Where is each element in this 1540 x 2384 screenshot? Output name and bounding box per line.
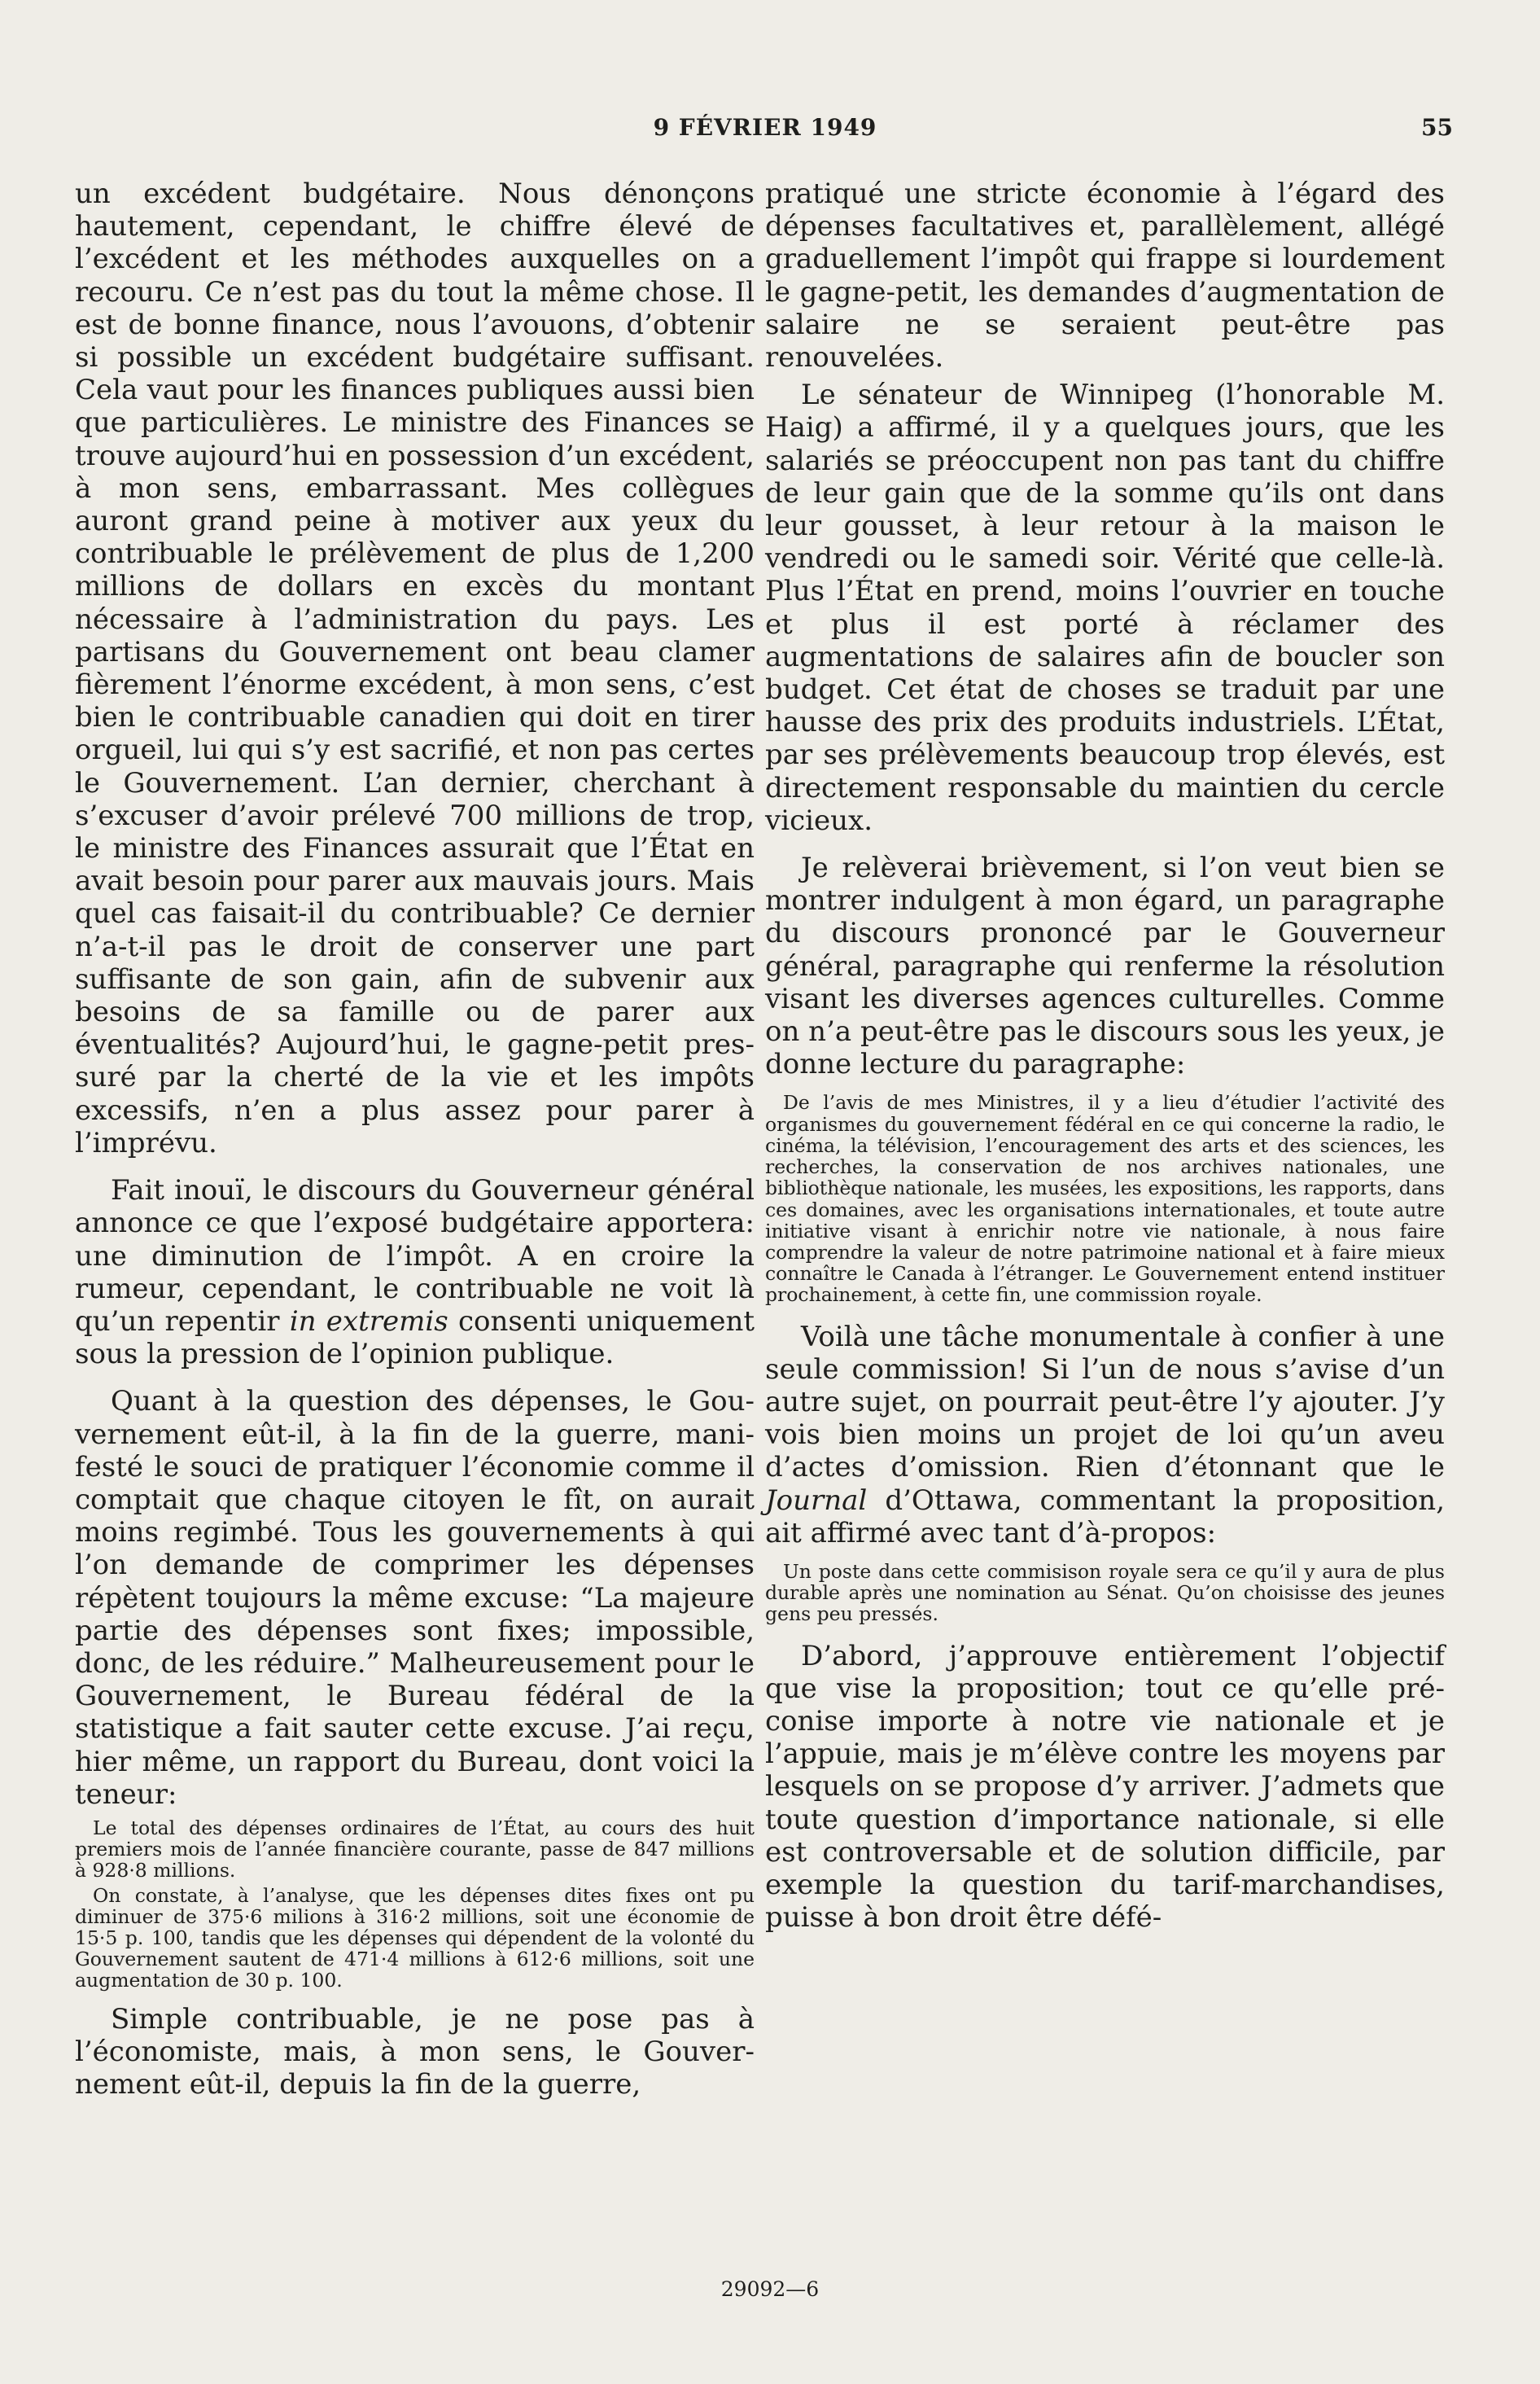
quotation [75, 1817, 755, 1992]
paragraph: Quant à la question des dépenses, le Gouvernement eût-il, à la fin de la guerre, manifesté le souci de pratiquer l’économie comme il comptait que chaque citoyen le fît, on aurait moins regimbé. Tous les gouvernements à qui l’on demande de comprimer les dépenses répètent toujours la même excuse: “La majeure partie des dépenses sont fixes; impossible, donc, de les réduire.” Malheureusement pour le Gouvernement, le Bureau fédéral de la statistique a fait sauter cette excuse. J’ai reçu, hier même, un rapport du Bureau, dont voici la teneur: [75, 1385, 755, 1811]
page-header [77, 114, 1453, 147]
paragraph: Je relèverai brièvement, si l’on veut bien se montrer indulgent à mon égard, un paragraphe du discours prononcé par le Gouverneur général, paragraphe qui renferme la résolution visant les diverses agences culturelles. Comme on n’a peut-être pas le discours sous les yeux, je donne lecture du paragraphe: [765, 852, 1445, 1081]
quotation [765, 1561, 1445, 1625]
left-column [75, 177, 755, 2101]
quote-paragraph: De l’avis de mes Ministres, il y a lieu d’étudier l’activité des organismes du gouvernement fédéral en ce qui concerne la radio, le cinéma, la télévision, l’encouragement des arts et des sciences, les recherches, la conservation de nos archives nationales, une bibliothèque nationale, les musées, les expositions, les rapports, dans ces domaines, avec les organisations internationales, et toute autre initiative visant à enrichir notre vie nationale, à nous faire comprendre la valeur de notre patrimoine national et à faire mieux connaître le Canada à l’étranger. Le Gouvernement entend instituer prochainement, à cette fin, une commission royale. [765, 1091, 1445, 1307]
page-number: 55 [1421, 114, 1453, 141]
paragraph [75, 1174, 755, 1370]
italic-phrase: in extremis [289, 1304, 448, 1338]
text-run: Voilà une tâche monumentale à confier à une seule commission! Si l’un de nous s’avise d’un autre sujet, on pourrait peut-être l’y ajouter. J’y vois bien moins un projet de loi qu’un aveu d’actes d’omission. Rien d’étonnant que le [765, 1320, 1445, 1484]
quotation [765, 1092, 1445, 1305]
printer-signature: 29092—6 [720, 2277, 820, 2301]
paragraph: D’abord, j’approuve entièrement l’objectif que vise la proposition; tout ce qu’elle préconise importe à notre vie nationale et je l’appuie, mais je m’élève contre les moyens par lesquels on se propose d’y arriver. J’admets que toute question d’importance nationale, si elle est controversable et de solution difficile, par exemple la question du tarif-marchandises, puisse à bon droit être défé- [765, 1639, 1445, 1935]
paragraph: Le sénateur de Winnipeg (l’honorable M. Haig) a affirmé, il y a quelques jours, que les salariés se préoccupent non pas tant du chiffre de leur gain que de la somme qu’ils ont dans leur gousset, à leur retour à la maison le vendredi ou le samedi soir. Vérité que celle-là. Plus l’État en prend, moins l’ouvrier en touche et plus il est porté à réclamer des augmentations de salaires afin de boucler son budget. Cet état de choses se traduit par une hausse des prix des produits industriels. L’État, par ses prélèvements beaucoup trop élevés, est directement responsable du maintien du cercle vicieux. [765, 379, 1445, 837]
quote-paragraph: Un poste dans cette commisison royale sera ce qu’il y aura de plus durable après une nomination au Sénat. Qu’on choisisse des jeunes gens peu pressés. [765, 1559, 1445, 1626]
text-run: Fait inouï, le discours du Gouverneur général annonce ce que l’exposé budgétaire apportera: une diminution de l’impôt. A en croire la rumeur, cependant, le contribuable ne voit là qu’un repentir [75, 1174, 755, 1338]
text-run: consenti uniquement sous la pression de l’opinion publique. [75, 1304, 755, 1371]
text-run: d’Ottawa, commentant la proposition, ait affirmé avec tant d’à-propos: [765, 1483, 1445, 1549]
quote-paragraph: On constate, à l’analyse, que les dépenses dites fixes ont pu diminuer de 375·6 milions à 316·2 millions, soit une économie de 15·5 p. 100, tandis que les dépenses qui dépendent de la volonté du Gouvernement sautent de 471·4 millions à 612·6 millions, soit une augmentation de 30 p. 100. [75, 1883, 755, 1992]
page-date: 9 FÉVRIER 1949 [653, 114, 877, 141]
right-column [765, 177, 1445, 1934]
paragraph [765, 1321, 1445, 1549]
paragraph: Simple contribuable, je ne pose pas à l’économiste, mais, à mon sens, le Gouvernement eût-il, depuis la fin de la guerre, [75, 2002, 755, 2101]
paragraph: pratiqué une stricte économie à l’égard des dépenses facultatives et, parallèlement, allégé graduellement l’impôt qui frappe si lourdement le gagne-petit, les demandes d’augmentation de salaire ne se seraient peut-être pas renouvelées. [765, 177, 1445, 375]
quote-paragraph: Le total des dépenses ordinaires de l’État, au cours des huit premiers mois de l’année financière courante, passe de 847 millions à 928·8 millions. [75, 1816, 755, 1882]
paragraph: un excédent budgétaire. Nous dénonçons hautement, cependant, le chiffre élevé de l’excédent et les méthodes auxquelles on a recouru. Ce n’est pas du tout la même chose. Il est de bonne finance, nous l’avouons, d’obtenir si possible un excédent budgétaire suffisant. Cela vaut pour les finances publiques aussi bien que particulières. Le ministre des Finances se trouve aujourd’hui en possession d’un excédent, à mon sens, embarrassant. Mes collègues auront grand peine à motiver aux yeux du contribuable le prélèvement de plus de 1,200 millions de dollars en excès du montant nécessaire à l’administration du pays. Les partisans du Gouvernement ont beau clamer fièrement l’énorme excédent, à mon sens, c’est bien le contribuable canadien qui doit en tirer orgueil, lui qui s’y est sacrifié, et non pas certes le Gouvernement. L’an dernier, cherchant à s’excuser d’avoir prélevé 700 millions de trop, le ministre des Finances assurait que l’État en avait besoin pour parer aux mauvais jours. Mais quel cas faisait-il du contribuable? Ce dernier n’a-t-il pas le droit de conserver une part suffisante de son gain, afin de subvenir aux besoins de sa famille ou de parer aux éventualités? Aujourd’hui, le gagne-petit pressuré par la cherté de la vie et les impôts excessifs, n’en a plus assez pour parer à l’imprévu. [75, 177, 755, 1159]
italic-phrase: Journal [765, 1483, 868, 1517]
